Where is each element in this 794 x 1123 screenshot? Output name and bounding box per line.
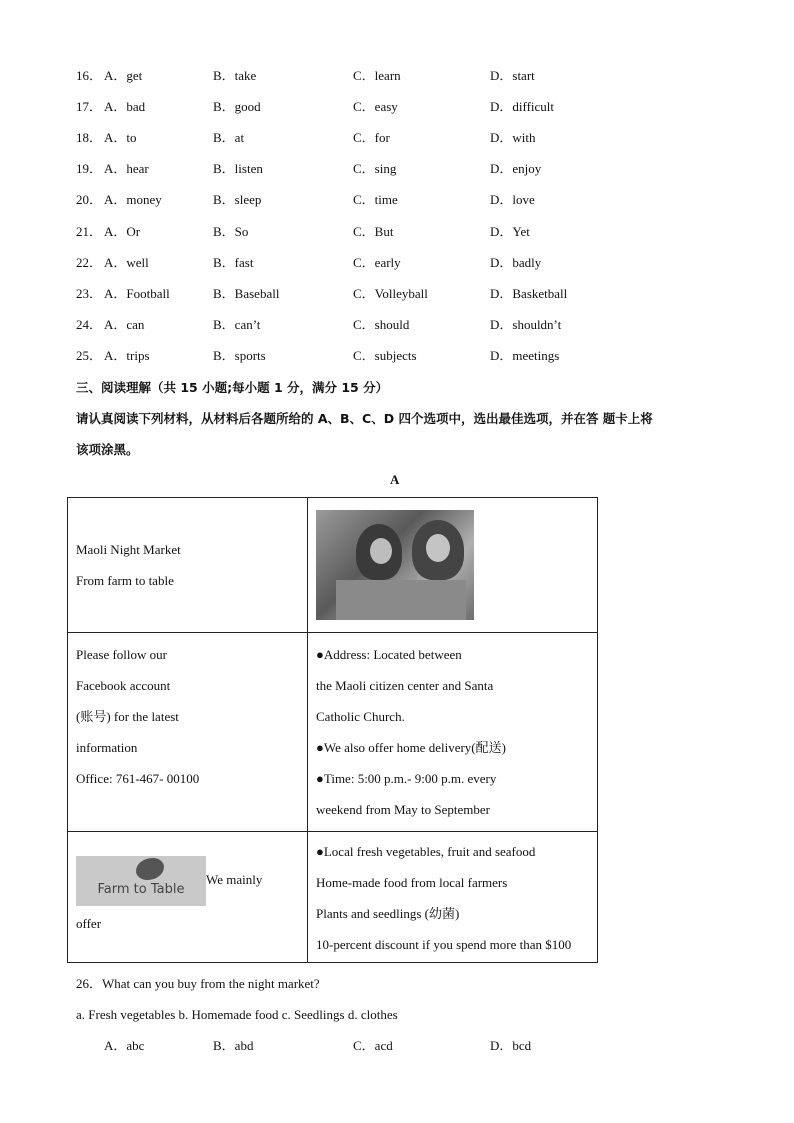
option-c: C．subjects (353, 348, 417, 363)
option-a: A．money (104, 192, 162, 207)
option-d: D．difficult (490, 99, 555, 114)
option-b: B．sleep (213, 192, 262, 207)
contact-line: Please follow our (76, 647, 167, 662)
market-photo (316, 510, 474, 620)
question-26-items: a. Fresh vegetables b. Homemade food c. Seedlings d. clothes (76, 1007, 398, 1022)
section-title: 三、阅读理解（共 15 小题;每小题 1 分，满分 15 分） (76, 380, 389, 395)
option-a: A．abc (104, 1038, 145, 1053)
question-number: 22． (76, 255, 103, 270)
option-b: B．fast (213, 255, 254, 270)
ad-title-cell (68, 498, 308, 633)
option-a: A．to (104, 130, 137, 145)
offer-item: 10-percent discount if you spend more than $100 (316, 937, 572, 952)
ad-offer-label-cell (68, 832, 308, 963)
section-instruction-line2: 该项涂黑。 (76, 442, 139, 457)
night-market-ad-table (67, 497, 598, 963)
ad-contact-cell (68, 633, 308, 832)
farm-to-table-logo (76, 856, 206, 906)
question-26-stem: 26．What can you buy from the night market? (76, 976, 320, 991)
option-b: B．listen (213, 161, 263, 176)
offer-item: Plants and seedlings (幼菌) (316, 906, 460, 921)
option-a: A．well (104, 255, 149, 270)
question-number: 18． (76, 130, 103, 145)
option-a: A．get (104, 68, 143, 83)
market-name: Maoli Night Market (76, 542, 181, 557)
option-a: A．Or (104, 224, 141, 239)
option-d: D．Yet (490, 224, 530, 239)
ad-row-offer (68, 832, 598, 963)
option-c: C．time (353, 192, 398, 207)
option-c: C．Volleyball (353, 286, 428, 301)
option-c: C．acd (353, 1038, 393, 1053)
option-b: B．So (213, 224, 249, 239)
question-number: 20． (76, 192, 103, 207)
offer-label-text: We mainly (206, 871, 263, 887)
option-d: D．enjoy (490, 161, 542, 176)
offer-item: Home-made food from local farmers (316, 875, 508, 890)
option-b: B．take (213, 68, 257, 83)
option-a: A．Football (104, 286, 170, 301)
ad-details-cell (308, 633, 598, 832)
ad-offer-list-cell (308, 832, 598, 963)
section-instruction-line1: 请认真阅读下列材料，从材料后各题所给的 A、B、C、D 四个选项中，选出最佳选项，并在答 题卡上将 (76, 411, 653, 426)
contact-line: information (76, 740, 138, 755)
detail-line: ●Time: 5:00 p.m.- 9:00 p.m. every (316, 771, 497, 786)
option-d: D．shouldn’t (490, 317, 562, 332)
option-d: D．love (490, 192, 535, 207)
option-b: B．Baseball (213, 286, 280, 301)
question-number: 25． (76, 348, 103, 363)
option-c: C．But (353, 224, 394, 239)
offer-label-text2: offer (76, 916, 102, 931)
question-number: 17． (76, 99, 103, 114)
passage-label: A (390, 472, 400, 487)
question-number: 19． (76, 161, 103, 176)
question-number: 16． (76, 68, 103, 83)
question-number: 23． (76, 286, 103, 301)
option-c: C．early (353, 255, 401, 270)
option-d: D．badly (490, 255, 542, 270)
option-a: A．bad (104, 99, 146, 114)
contact-line: (账号) for the latest (76, 709, 179, 724)
ad-row-header (68, 498, 598, 633)
ad-row-info (68, 633, 598, 832)
option-d: D．start (490, 68, 535, 83)
detail-line: ●Address: Located between (316, 647, 462, 662)
option-c: C．learn (353, 68, 401, 83)
option-a: A．trips (104, 348, 150, 363)
option-d: D．bcd (490, 1038, 532, 1053)
logo-text: Farm to Table (97, 882, 185, 897)
question-number: 24． (76, 317, 103, 332)
market-slogan: From farm to table (76, 573, 174, 588)
option-a: A．hear (104, 161, 149, 176)
office-phone: Office: 761-467- 00100 (76, 771, 200, 786)
offer-item: ●Local fresh vegetables, fruit and seafood (316, 844, 536, 859)
option-b: B．can’t (213, 317, 261, 332)
option-b: B．abd (213, 1038, 254, 1053)
contact-line: Facebook account (76, 678, 171, 693)
leaf-icon (136, 858, 164, 880)
option-d: D．meetings (490, 348, 560, 363)
option-c: C．sing (353, 161, 397, 176)
option-b: B．sports (213, 348, 266, 363)
option-c: C．easy (353, 99, 398, 114)
ad-photo-cell (308, 498, 598, 633)
option-b: B．at (213, 130, 245, 145)
option-c: C．for (353, 130, 390, 145)
option-a: A．can (104, 317, 145, 332)
question-number: 21． (76, 224, 103, 239)
detail-line: weekend from May to September (316, 802, 491, 817)
option-c: C．should (353, 317, 410, 332)
option-d: D．with (490, 130, 536, 145)
option-d: D．Basketball (490, 286, 568, 301)
detail-line: Catholic Church. (316, 709, 405, 724)
detail-line: the Maoli citizen center and Santa (316, 678, 494, 693)
detail-line: ●We also offer home delivery(配送) (316, 740, 506, 755)
option-b: B．good (213, 99, 261, 114)
